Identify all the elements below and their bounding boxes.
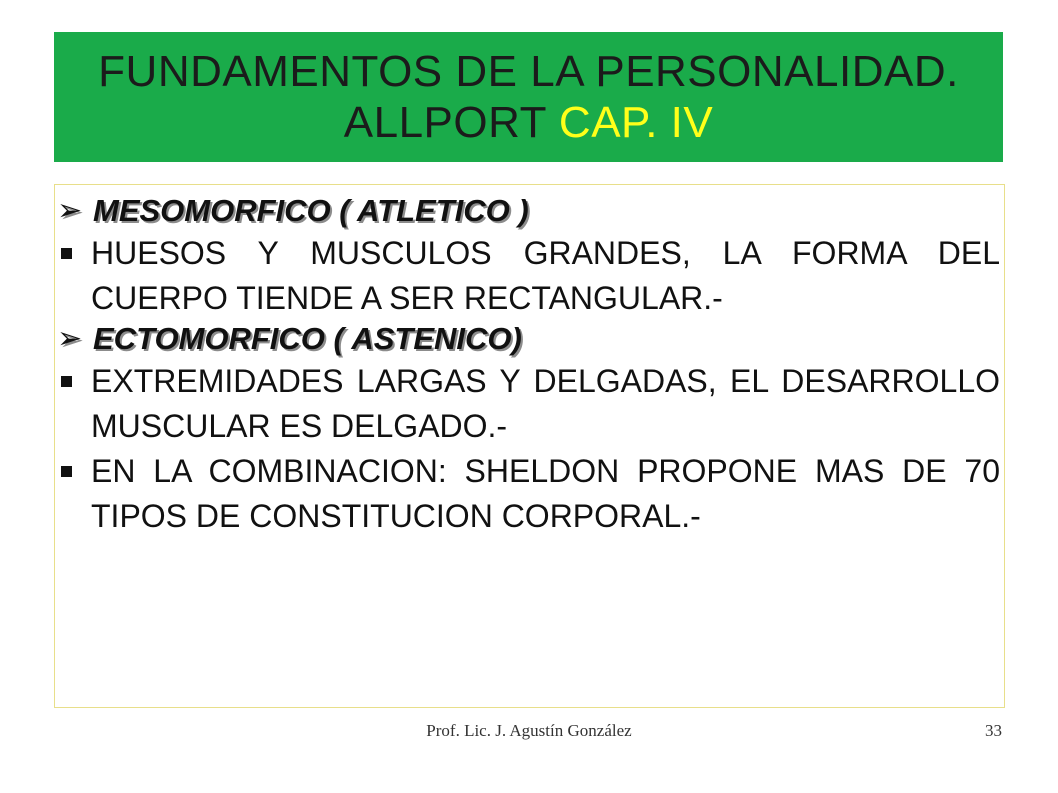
arrowhead-bullet-icon: ➢ bbox=[57, 322, 83, 355]
list-item-heading bbox=[55, 321, 1000, 357]
heading-text: MESOMORFICO ( ATLETICO ) bbox=[93, 193, 529, 228]
slide-title-main: FUNDAMENTOS DE LA PERSONALIDAD. ALLPORT bbox=[98, 47, 959, 147]
list-item-heading bbox=[55, 193, 1000, 229]
heading-text: ECTOMORFICO ( ASTENICO) bbox=[93, 321, 522, 356]
bullet-text: HUESOS Y MUSCULOS GRANDES, LA FORMA DEL CUERPO TIENDE A SER RECTANGULAR.- bbox=[91, 235, 1000, 316]
content-box bbox=[54, 184, 1005, 708]
title-bar bbox=[54, 32, 1003, 162]
slide-title bbox=[64, 46, 993, 148]
footer-author: Prof. Lic. J. Agustín González bbox=[426, 721, 632, 740]
arrowhead-bullet-icon: ➢ bbox=[57, 194, 83, 227]
list-item-bullet bbox=[55, 231, 1000, 321]
list-item-bullet bbox=[55, 449, 1000, 539]
bullet-text: EXTREMIDADES LARGAS Y DELGADAS, EL DESARROLLO MUSCULAR ES DELGADO.- bbox=[91, 363, 1000, 444]
slide-title-accent: CAP. IV bbox=[558, 98, 714, 147]
square-bullet-icon bbox=[61, 466, 72, 477]
bullet-text: EN LA COMBINACION: SHELDON PROPONE MAS DE 70 TIPOS DE CONSTITUCION CORPORAL.- bbox=[91, 453, 1000, 534]
list-item-bullet bbox=[55, 359, 1000, 449]
page-number: 33 bbox=[985, 721, 1002, 740]
square-bullet-icon bbox=[61, 248, 72, 259]
square-bullet-icon bbox=[61, 376, 72, 387]
